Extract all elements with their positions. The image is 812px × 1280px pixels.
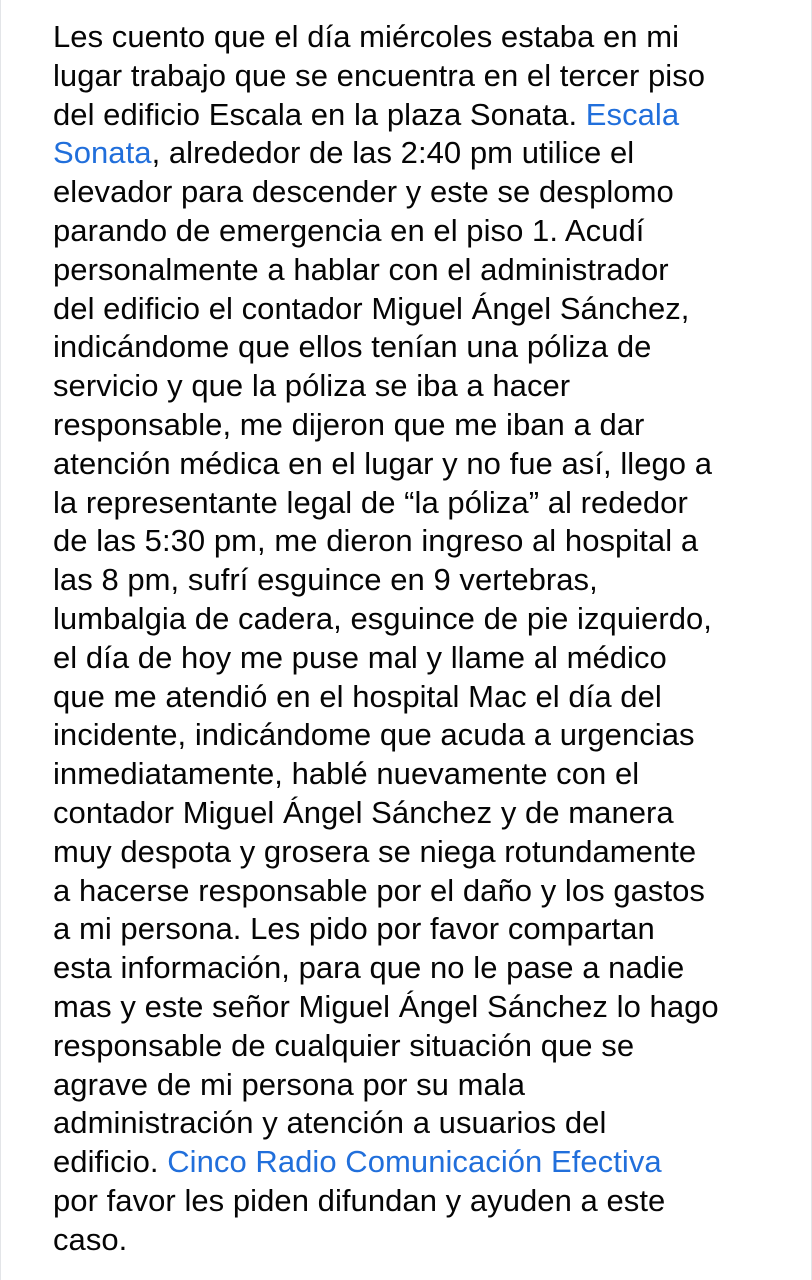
text-line xyxy=(53,96,773,135)
text-line xyxy=(53,678,773,717)
text-line xyxy=(53,910,773,949)
text-line xyxy=(53,290,773,329)
text-segment: a hacerse responsable por el daño y los gastos xyxy=(53,872,705,908)
text-segment: contador Miguel Ángel Sánchez y de manera xyxy=(53,794,674,830)
text-segment: personalmente a hablar con el administrador xyxy=(53,251,669,287)
text-line xyxy=(53,18,773,57)
text-line xyxy=(53,1027,773,1066)
text-line xyxy=(53,522,773,561)
text-segment: a mi persona. Les pido por favor compartan xyxy=(53,911,655,947)
text-segment: las 8 pm, sufrí esguince en 9 vertebras, xyxy=(53,562,598,598)
text-segment: incidente, indicándome que acuda a urgencias xyxy=(53,717,695,753)
text-segment: por favor les piden difundan y ayuden a este xyxy=(53,1182,666,1218)
text-line xyxy=(53,1066,773,1105)
text-segment: responsable, me dijeron que me iban a dar xyxy=(53,406,645,442)
post-body xyxy=(53,18,773,1260)
text-segment: administración y atención a usuarios del xyxy=(53,1105,607,1141)
text-line xyxy=(53,794,773,833)
text-segment: lugar trabajo que se encuentra en el tercer piso xyxy=(53,57,706,93)
text-line xyxy=(53,1104,773,1143)
text-line xyxy=(53,251,773,290)
text-line xyxy=(53,173,773,212)
text-segment: Les cuento que el día miércoles estaba en mi xyxy=(53,19,680,54)
text-segment: responsable de cualquier situación que se xyxy=(53,1027,635,1063)
text-segment: caso. xyxy=(53,1221,128,1257)
text-segment: atención médica en el lugar y no fue así, llego a xyxy=(53,445,713,481)
text-line xyxy=(53,949,773,988)
text-line xyxy=(53,134,773,173)
text-segment: inmediatamente, hablé nuevamente con el xyxy=(53,756,640,792)
text-segment: , alrededor de las 2:40 pm utilice el xyxy=(151,135,635,171)
text-line xyxy=(53,1143,773,1182)
text-segment: agrave de mi persona por su mala xyxy=(53,1066,526,1102)
text-segment: edificio. xyxy=(53,1144,168,1180)
text-line xyxy=(53,872,773,911)
text-segment: parando de emergencia en el piso 1. Acudí xyxy=(53,212,645,248)
text-line xyxy=(53,988,773,1027)
text-line xyxy=(53,406,773,445)
text-line xyxy=(53,57,773,96)
text-line xyxy=(53,755,773,794)
text-line xyxy=(53,367,773,406)
text-segment: la representante legal de “la póliza” al rededor xyxy=(53,484,688,520)
text-line xyxy=(53,833,773,872)
text-line xyxy=(53,716,773,755)
text-line xyxy=(53,600,773,639)
text-line xyxy=(53,484,773,523)
text-line xyxy=(53,561,773,600)
text-line xyxy=(53,1221,773,1260)
text-segment: indicándome que ellos tenían una póliza de xyxy=(53,329,652,365)
text-line xyxy=(53,212,773,251)
text-segment: esta información, para que no le pase a nadie xyxy=(53,950,685,986)
text-segment: que me atendió en el hospital Mac el día del xyxy=(53,678,662,714)
page-tag-cinco-radio[interactable]: Cinco Radio Comunicación Efectiva xyxy=(167,1144,662,1180)
text-segment: lumbalgia de cadera, esguince de pie izquierdo, xyxy=(53,600,712,636)
text-segment: mas y este señor Miguel Ángel Sánchez lo hago xyxy=(53,988,719,1024)
text-segment: muy despota y grosera se niega rotundamente xyxy=(53,833,697,869)
text-line xyxy=(53,1182,773,1221)
text-segment: servicio y que la póliza se iba a hacer xyxy=(53,368,571,404)
page-tag-escala-sonata[interactable]: Escala xyxy=(585,96,680,132)
text-segment: de las 5:30 pm, me dieron ingreso al hospital a xyxy=(53,523,699,559)
text-line xyxy=(53,445,773,484)
text-segment: elevador para descender y este se desplomo xyxy=(53,174,674,210)
text-segment: el día de hoy me puse mal y llame al médico xyxy=(53,639,667,675)
text-line xyxy=(53,328,773,367)
text-line xyxy=(53,639,773,678)
text-segment: del edificio Escala en la plaza Sonata. xyxy=(53,96,586,132)
page-tag-escala-sonata-cont[interactable]: Sonata xyxy=(53,135,152,171)
text-segment: del edificio el contador Miguel Ángel Sánchez, xyxy=(53,290,690,326)
